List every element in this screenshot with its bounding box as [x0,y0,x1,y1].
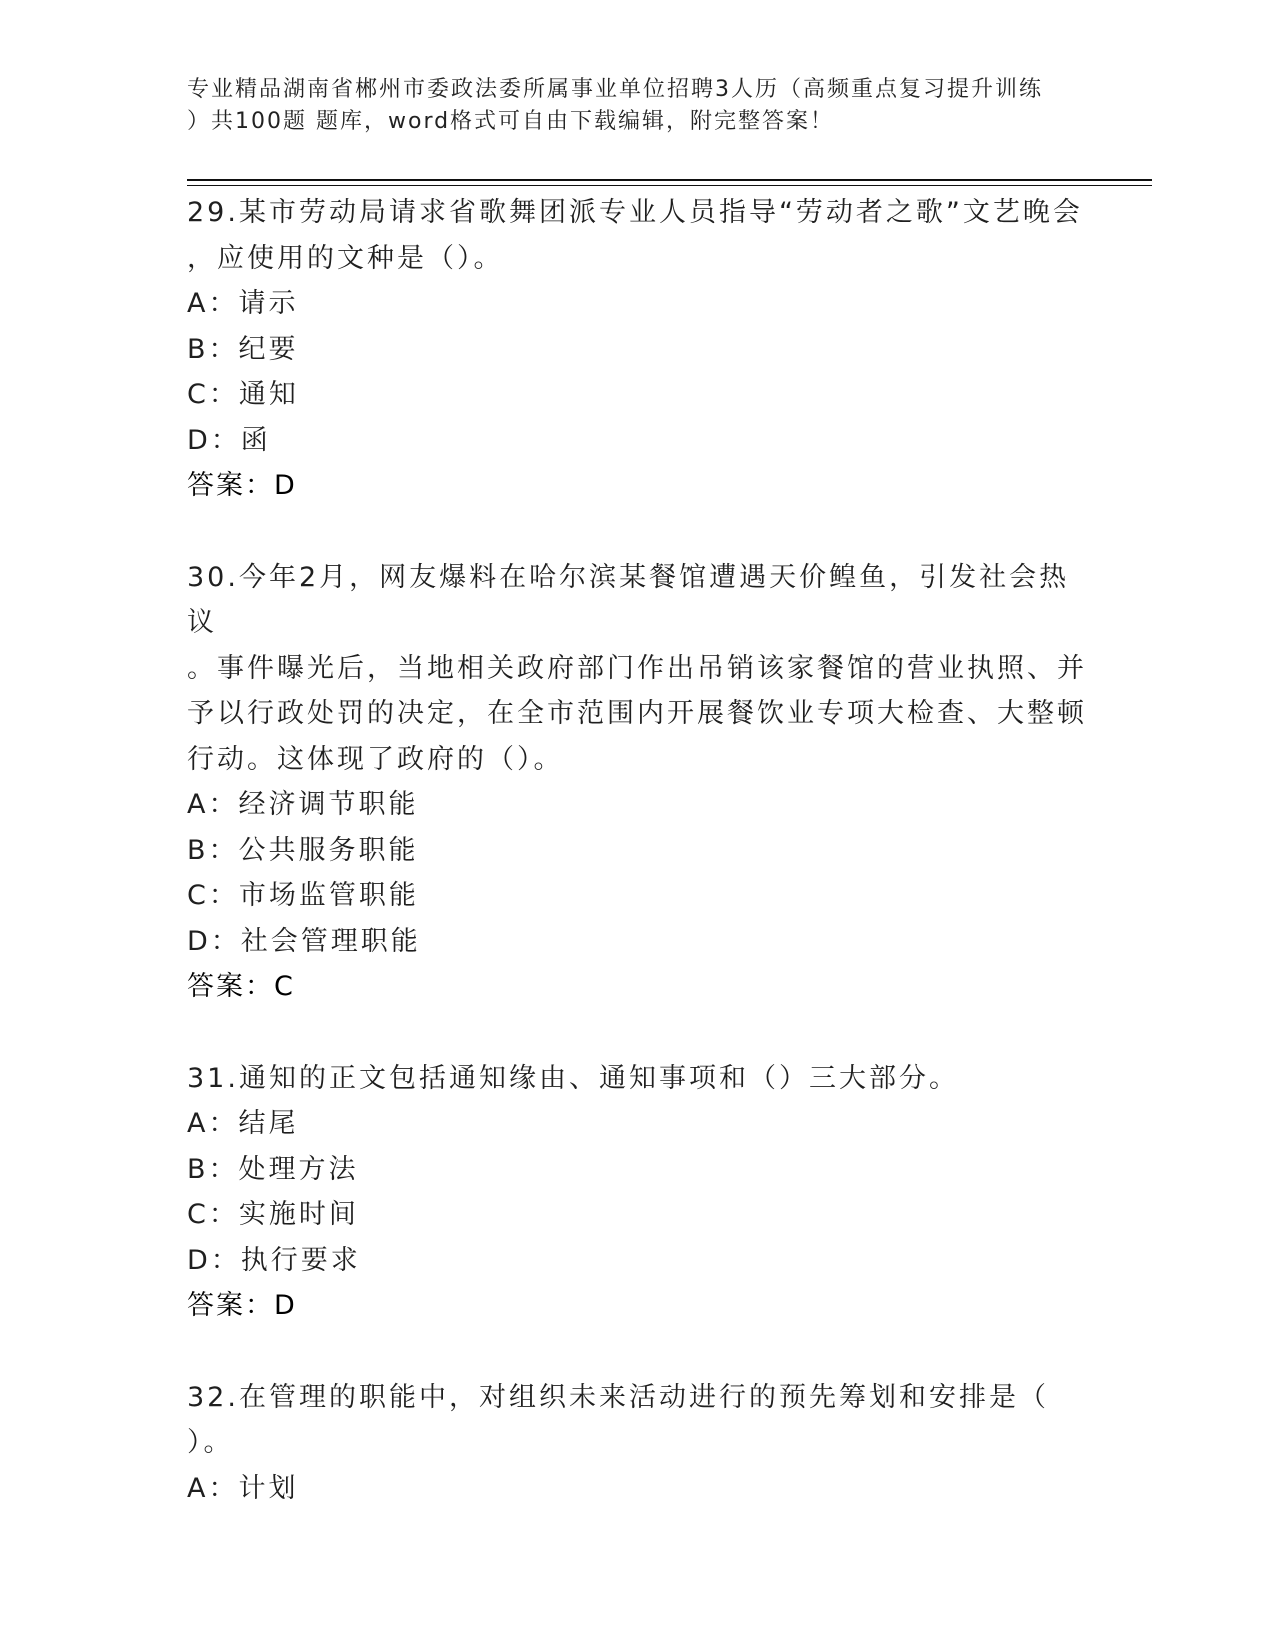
option-a: A：计划 [187,1472,299,1504]
option-b: B：公共服务职能 [187,834,419,866]
answer-line: 答案：C [187,971,295,1002]
stem-line: 31.通知的正文包括通知缘由、通知事项和（）三大部分。 [187,1062,959,1094]
option-c: C：实施时间 [187,1199,359,1230]
question-spacer [187,1329,1087,1375]
option-a: A：结尾 [187,1108,299,1139]
document-header [187,74,1087,138]
option-c: C：市场监管职能 [187,880,419,911]
question-29 [187,190,1087,509]
answer-line: 答案：D [187,470,297,501]
option-list [187,782,1087,964]
question-31 [187,1056,1087,1329]
stem-line: ）。 [187,1427,234,1458]
stem-line: 30.今年2月，网友爆料在哈尔滨某餐馆遭遇天价鳇鱼，引发社会热议 [187,561,1070,638]
question-spacer [187,509,1087,555]
answer-line: 答案：D [187,1290,297,1321]
option-a: A：经济调节职能 [187,789,419,820]
option-list [187,1466,1087,1512]
stem-line: 予以行政处罚的决定，在全市范围内开展餐饮业专项大检查、大整顿 [187,698,1087,729]
question-stem [187,555,1087,783]
option-list [187,281,1087,463]
stem-line: 。事件曝光后，当地相关政府部门作出吊销该家餐馆的营业执照、并 [187,652,1087,684]
option-list [187,1101,1087,1283]
option-b: B：处理方法 [187,1153,359,1185]
option-d: D：执行要求 [187,1244,361,1276]
option-d: D：社会管理职能 [187,925,421,957]
option-d: D：函 [187,424,271,456]
option-a: A：请示 [187,288,299,319]
header-divider-thick [187,179,1152,181]
question-list [187,190,1087,1511]
question-stem [187,1056,1087,1102]
question-30 [187,555,1087,1010]
option-b: B：纪要 [187,333,299,365]
header-line-2: ）共100题 题库，word格式可自由下载编辑，附完整答案！ [187,109,835,134]
stem-line: 行动。这体现了政府的（）。 [187,743,564,775]
header-line-1: 专业精品湖南省郴州市委政法委所属事业单位招聘3人历（高频重点复习提升训练 [187,77,1043,102]
question-32 [187,1375,1087,1512]
stem-line: 29.某市劳动局请求省歌舞团派专业人员指导“劳动者之歌”文艺晚会 [187,197,1083,228]
question-stem [187,190,1087,281]
option-c: C：通知 [187,379,299,410]
question-stem [187,1375,1087,1466]
stem-line: ，应使用的文种是（）。 [187,242,504,274]
stem-line: 32.在管理的职能中，对组织未来活动进行的预先筹划和安排是（ [187,1381,1049,1413]
question-spacer [187,1010,1087,1056]
header-divider-thin [187,185,1152,186]
